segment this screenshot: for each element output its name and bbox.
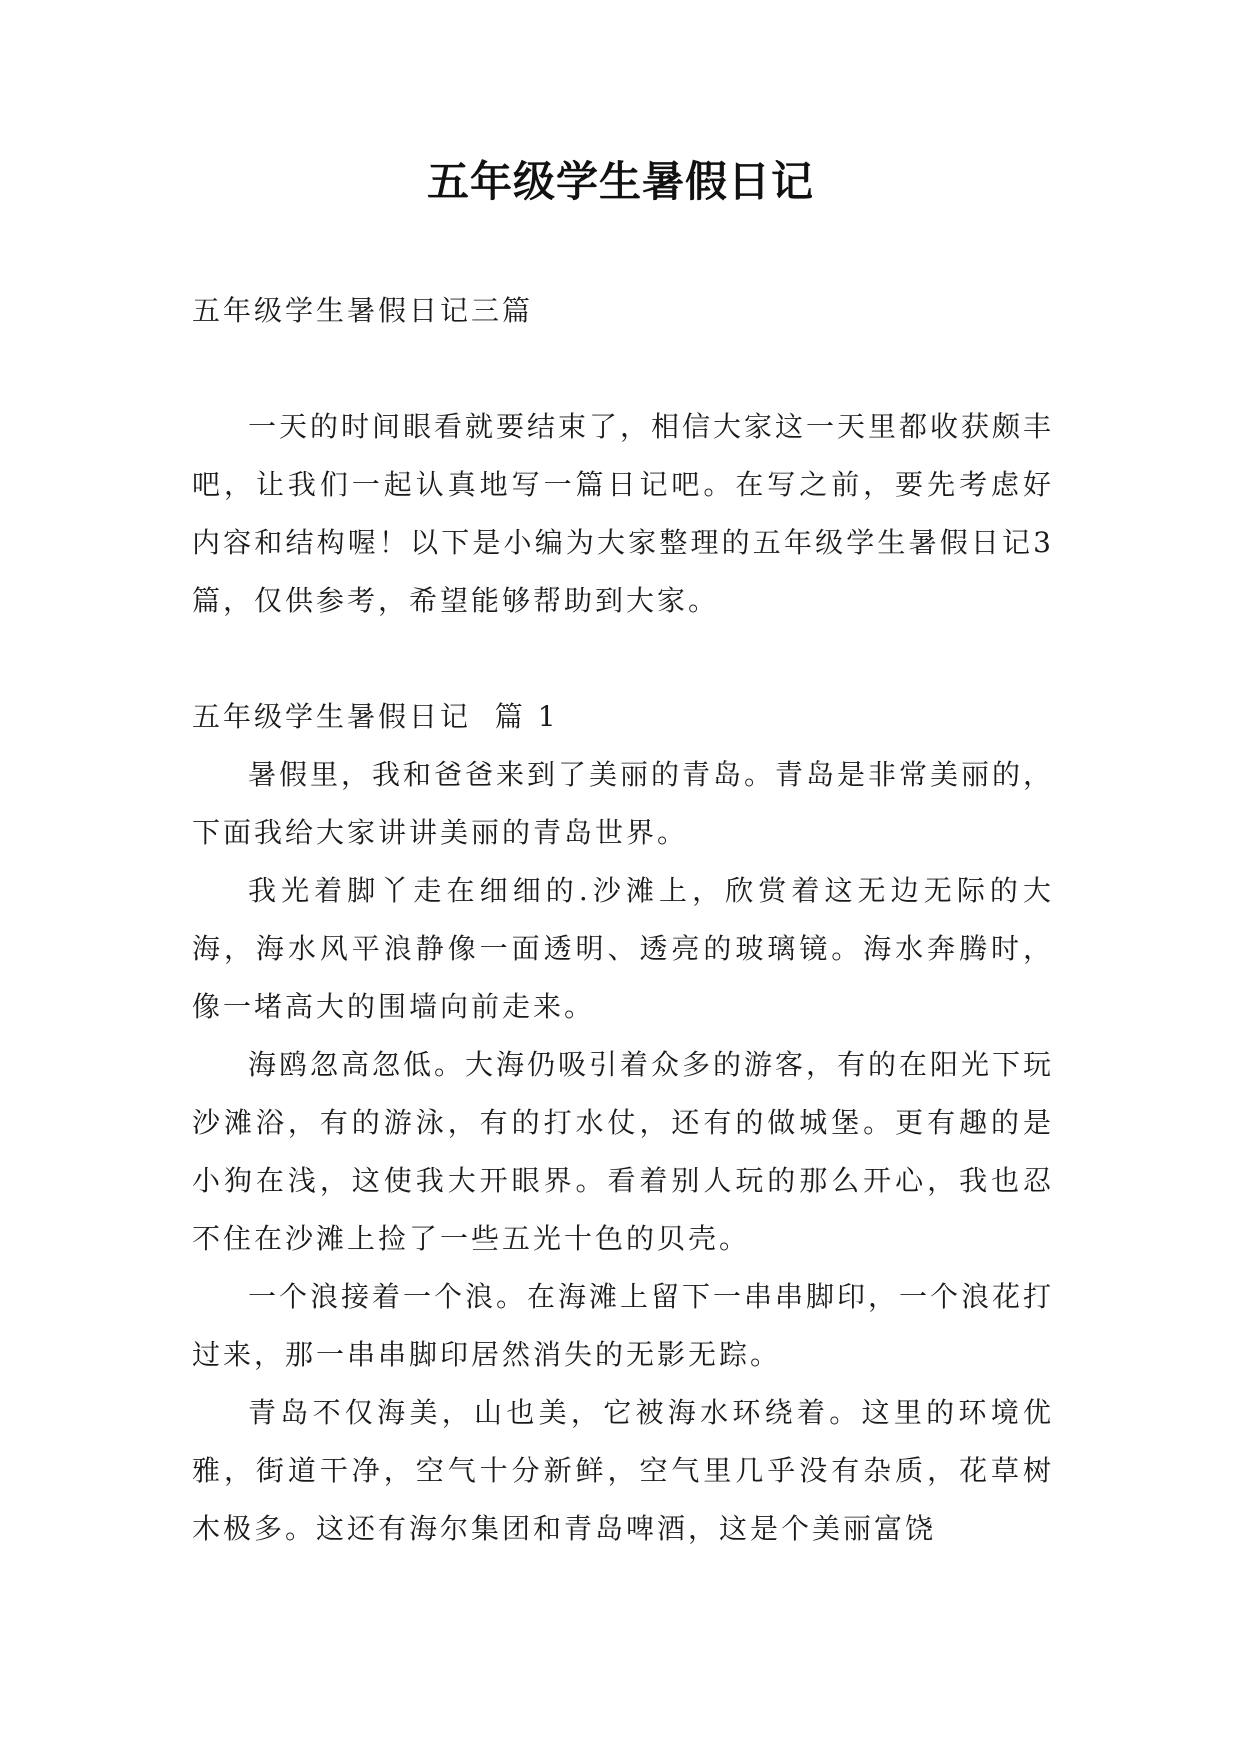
body-paragraph: 青岛不仅海美，山也美，它被海水环绕着。这里的环境优雅，街道干净，空气十分新鲜，空气里几乎没有杂质，花草树木极多。这还有海尔集团和青岛啤酒，这是个美丽富饶 — [192, 1396, 1054, 1545]
section-heading: 五年级学生暑假日记 篇 1 — [192, 700, 559, 733]
body-paragraph: 我光着脚丫走在细细的.沙滩上，欣赏着这无边无际的大海，海水风平浪静像一面透明、透亮的玻璃镜。海水奔腾时，像一堵高大的围墙向前走来。 — [192, 874, 1054, 1023]
document-subtitle: 五年级学生暑假日记三篇 — [192, 294, 534, 327]
document-title: 五年级学生暑假日记 — [426, 157, 814, 206]
document-body — [192, 282, 1054, 1558]
body-paragraph: 海鸥忽高忽低。大海仍吸引着众多的游客，有的在阳光下玩沙滩浴，有的游泳，有的打水仗，还有的做城堡。更有趣的是小狗在浅，这使我大开眼界。看着别人玩的那么开心，我也忍不住在沙滩上捡了一些五光十色的贝壳。 — [192, 1048, 1055, 1255]
body-paragraph: 暑假里，我和爸爸来到了美丽的青岛。青岛是非常美丽的，下面我给大家讲讲美丽的青岛世界。 — [192, 758, 1055, 849]
spacer — [192, 340, 1054, 398]
intro-paragraph: 一天的时间眼看就要结束了，相信大家这一天里都收获颇丰吧，让我们一起认真地写一篇日记吧。在写之前，要先考虑好内容和结构喔！以下是小编为大家整理的五年级学生暑假日记3篇，仅供参考，希望能够帮助到大家。 — [192, 410, 1055, 617]
body-paragraph: 一个浪接着一个浪。在海滩上留下一串串脚印，一个浪花打过来，那一串串脚印居然消失的无影无踪。 — [192, 1280, 1055, 1371]
spacer — [192, 630, 1054, 688]
